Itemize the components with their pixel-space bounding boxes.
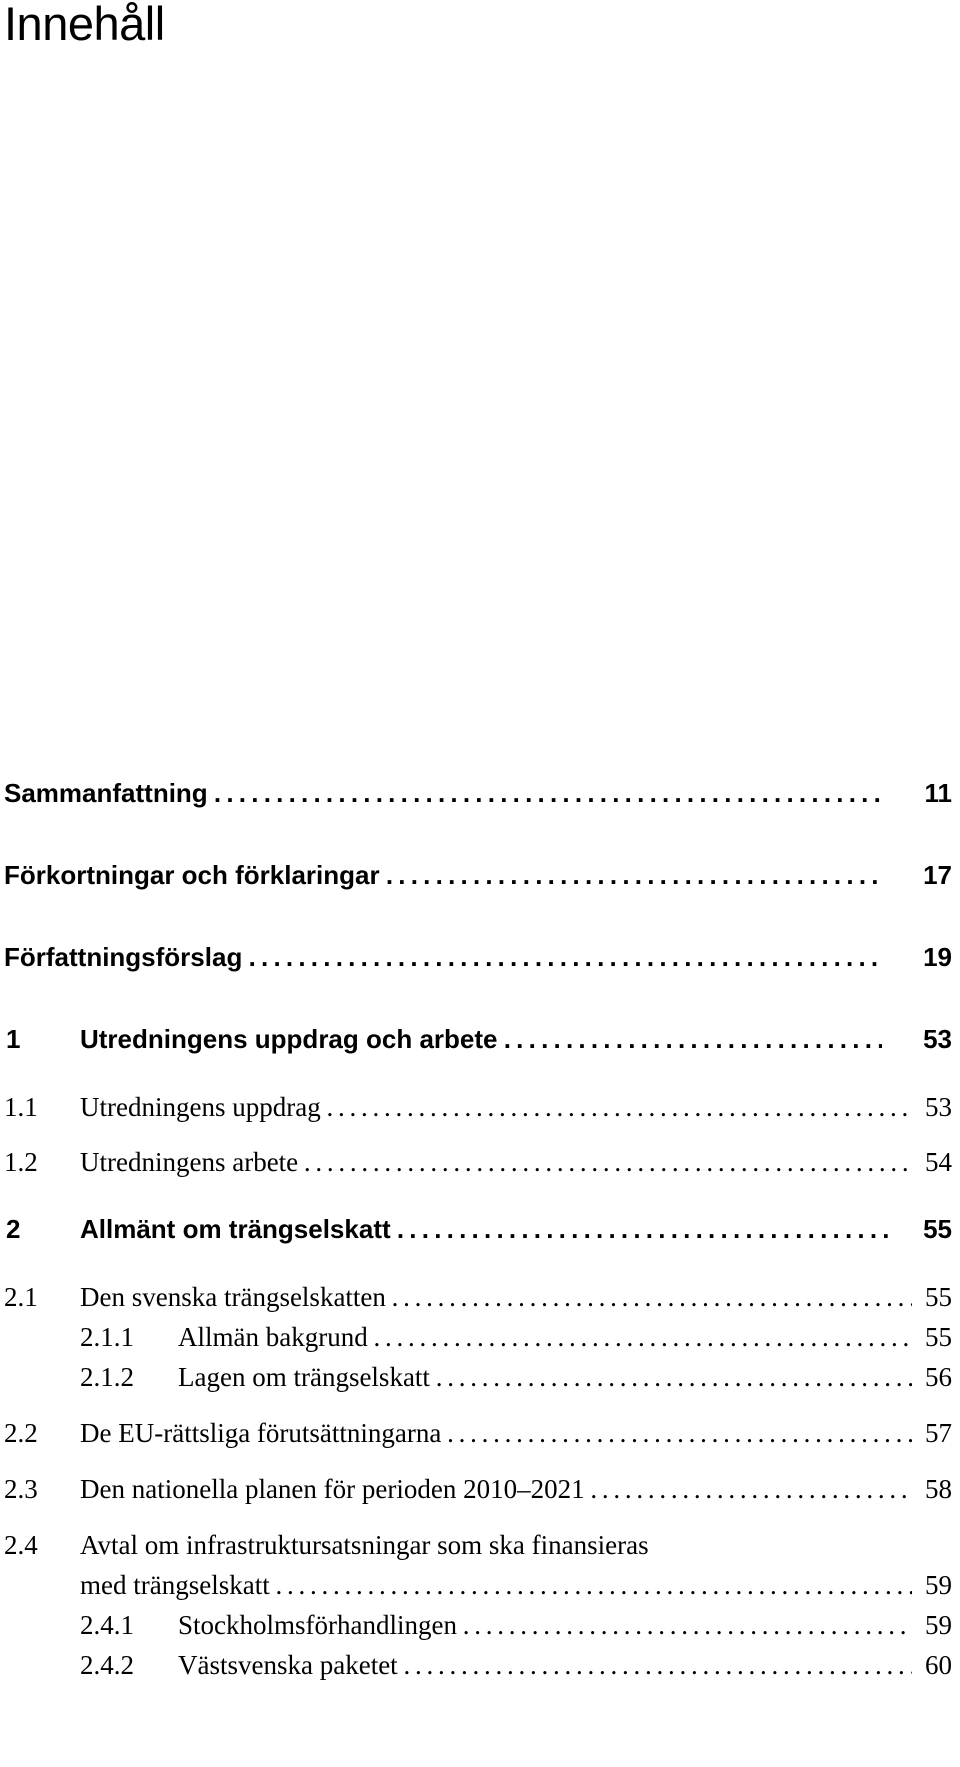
toc-entry[interactable] <box>0 1092 960 1136</box>
toc-entry-label: med trängselskatt . . . <box>80 1570 912 1601</box>
toc-entry-label: Utredningens uppdrag . . . <box>80 1092 912 1123</box>
toc-entry-page: 55 <box>925 1282 952 1312</box>
toc-entry[interactable] <box>0 1322 960 1366</box>
page-title: Innehåll <box>4 0 165 50</box>
toc-entry[interactable] <box>0 1650 960 1694</box>
toc-entry-label: Den svenska trängselskatten . . . <box>80 1282 912 1313</box>
toc-entry-label: Sammanfattning . . . <box>4 778 882 809</box>
toc-entry-page: 53 <box>925 1092 952 1122</box>
toc-entry-page: 58 <box>925 1474 952 1504</box>
toc-entry-number: 2.4.2 <box>80 1650 134 1680</box>
toc-entry-page: 59 <box>925 1570 952 1600</box>
toc-entry[interactable] <box>0 1147 960 1191</box>
toc-entry-page: 19 <box>923 942 952 972</box>
toc-entry-number: 2.1 <box>4 1282 38 1312</box>
toc-entry-label: Författningsförslag . . . <box>4 942 882 973</box>
toc-entry-page: 11 <box>924 778 952 808</box>
toc-entry-number: 2.2 <box>4 1418 38 1448</box>
toc-entry-page: 56 <box>925 1362 952 1392</box>
toc-entry-number: 2 <box>6 1214 21 1244</box>
toc-entry-label: Västsvenska paketet . . . <box>178 1650 912 1681</box>
toc-entry-label: Utredningens uppdrag och arbete . . . <box>80 1024 882 1055</box>
toc-entry-label: Förkortningar och förklaringar . . . <box>4 860 882 891</box>
toc-entry-number: 2.3 <box>4 1474 38 1504</box>
toc-entry[interactable] <box>0 1282 960 1326</box>
toc-entry-page: 55 <box>923 1214 952 1244</box>
toc-entry-page: 54 <box>925 1147 952 1177</box>
toc-entry[interactable] <box>0 860 960 904</box>
toc-entry[interactable] <box>0 1418 960 1462</box>
toc-entry-label: Utredningens arbete . . . <box>80 1147 912 1178</box>
toc-entry-page: 57 <box>925 1418 952 1448</box>
toc-entry-page: 17 <box>923 860 952 890</box>
toc-entry[interactable] <box>0 1474 960 1518</box>
toc-entry[interactable] <box>0 1024 960 1068</box>
toc-entry-label: Stockholmsförhandlingen . . . <box>178 1610 912 1641</box>
toc-entry[interactable] <box>0 1530 960 1614</box>
toc-entry-number: 2.1.1 <box>80 1322 134 1352</box>
toc-entry[interactable] <box>0 778 960 822</box>
toc-entry-page: 59 <box>925 1610 952 1640</box>
toc-entry-page: 55 <box>925 1322 952 1352</box>
toc-entry[interactable] <box>0 1214 960 1258</box>
toc-entry-number: 1.1 <box>4 1092 38 1122</box>
toc-entry-number: 1.2 <box>4 1147 38 1177</box>
toc-entry-number: 1 <box>6 1024 21 1054</box>
toc-entry-label-line1: Avtal om infrastruktursatsningar som ska finansieras <box>80 1530 649 1560</box>
toc-entry-label: Den nationella planen för perioden 2010–2021 . . . <box>80 1474 912 1505</box>
toc-entry-number: 2.4.1 <box>80 1610 134 1640</box>
toc-entry-label: De EU-rättsliga förutsättningarna . . . <box>80 1418 912 1449</box>
toc-entry[interactable] <box>0 942 960 986</box>
toc-entry-page: 53 <box>923 1024 952 1054</box>
toc-entry[interactable] <box>0 1362 960 1406</box>
toc-entry-label: Lagen om trängselskatt . . . <box>178 1362 912 1393</box>
toc-entry-number: 2.4 <box>4 1530 38 1560</box>
toc-entry-number: 2.1.2 <box>80 1362 134 1392</box>
toc-entry-label: Allmän bakgrund . . . <box>178 1322 912 1353</box>
toc-entry-label: Allmänt om trängselskatt . . . <box>80 1214 895 1245</box>
toc-entry-page: 60 <box>925 1650 952 1680</box>
toc-entry[interactable] <box>0 1610 960 1654</box>
